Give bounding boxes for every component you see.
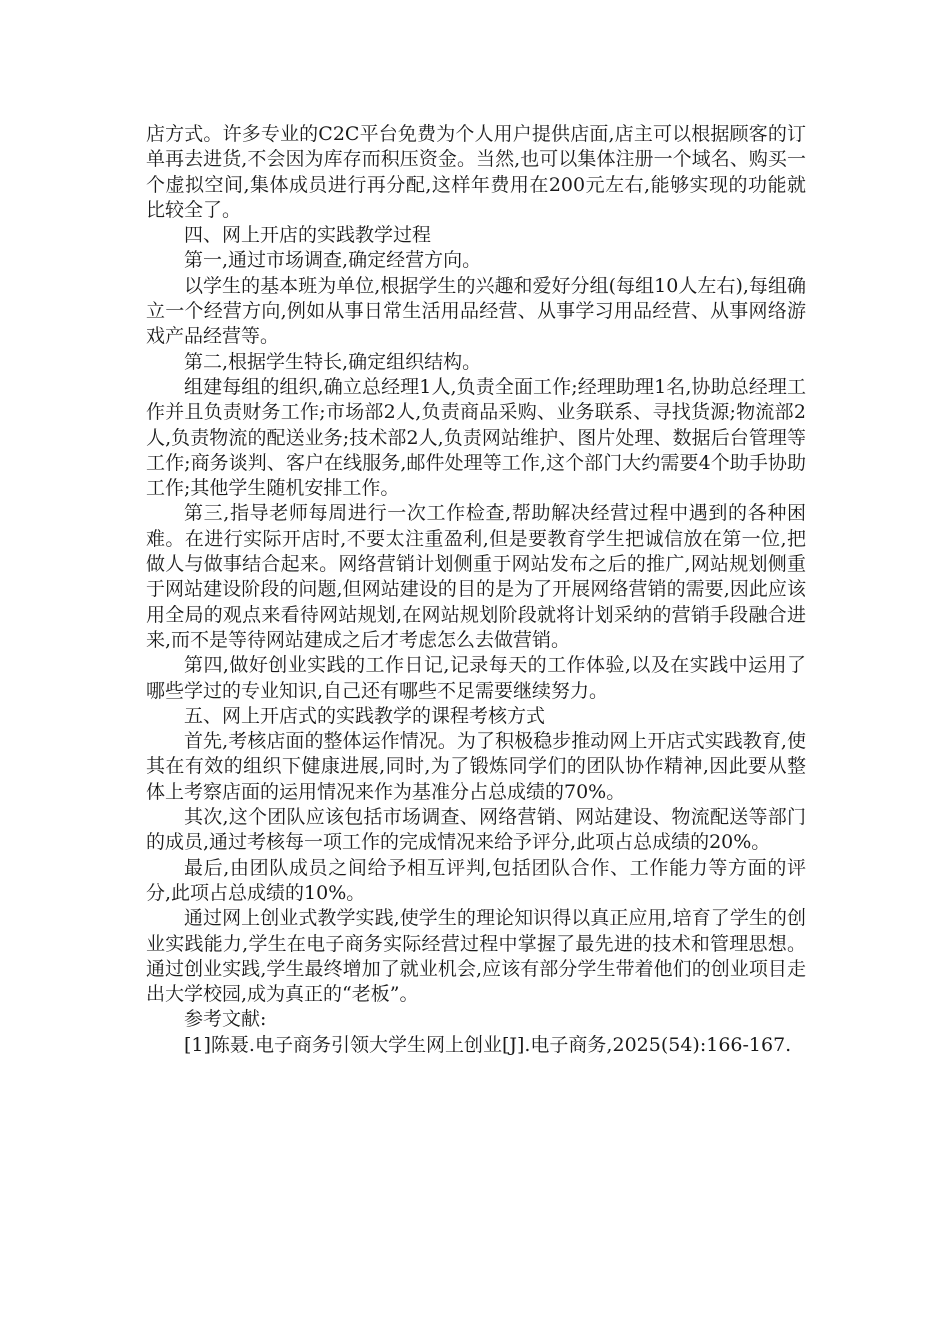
document-page — [146, 122, 806, 1058]
step-2-heading: 第二,根据学生特长,确定组织结构。 — [184, 350, 482, 373]
assessment-last: 最后,由团队成员之间给予相互评判,包括团队合作、工作能力等方面的评分,此项占总成绩的10%。 — [146, 856, 806, 904]
step-3-body: 第三,指导老师每周进行一次工作检查,帮助解决经营过程中遇到的各种困难。在进行实际开店时,不要太注重盈利,但是要教育学生把诚信放在第一位,把做人与做事结合起来。网络营销计划侧重于网站发布之后的推广,网站规划侧重于网站建设阶段的问题,但网站建设的目的是为了开展网络营销的需要,因此应该用全局的观点来看待网站规划,在网站规划阶段就将计划采纳的营销手段融合进来,而不是等待网站建成之后才考虑怎么去做营销。 — [146, 502, 806, 651]
assessment-second: 其次,这个团队应该包括市场调查、网络营销、网站建设、物流配送等部门的成员,通过考核每一项工作的完成情况来给予评分,此项占总成绩的20%。 — [146, 806, 806, 854]
step-4-body: 第四,做好创业实践的工作日记,记录每天的工作体验,以及在实践中运用了哪些学过的专业知识,自己还有哪些不足需要继续努力。 — [146, 654, 806, 702]
paragraph-continuation: 店方式。许多专业的C2C平台免费为个人用户提供店面,店主可以根据顾客的订单再去进货,不会因为库存而积压资金。当然,也可以集体注册一个域名、购买一个虚拟空间,集体成员进行再分配,这样年费用在200元左右,能够实现的功能就比较全了。 — [146, 123, 806, 221]
conclusion-paragraph: 通过网上创业式教学实践,使学生的理论知识得以真正应用,培育了学生的创业实践能力,学生在电子商务实际经营过程中掌握了最先进的技术和管理思想。通过创业实践,学生最终增加了就业机会,应该有部分学生带着他们的创业项目走出大学校园,成为真正的“老板”。 — [146, 907, 806, 1006]
assessment-first: 首先,考核店面的整体运作情况。为了积极稳步推动网上开店式实践教育,使其在有效的组织下健康进展,同时,为了锻炼同学们的团队协作精神,因此要从整体上考察店面的运用情况来作为基准分占总成绩的70%。 — [146, 730, 806, 803]
step-1-body: 以学生的基本班为单位,根据学生的兴趣和爱好分组(每组10人左右),每组确立一个经营方向,例如从事日常生活用品经营、从事学习用品经营、从事网络游戏产品经营等。 — [146, 274, 806, 348]
step-2-body: 组建每组的组织,确立总经理1人,负责全面工作;经理助理1名,协助总经理工作并且负责财务工作;市场部2人,负责商品采购、业务联系、寻找货源;物流部2人,负责物流的配送业务;技术部2人,负责网站维护、图片处理、数据后台管理等工作;商务谈判、客户在线服务,邮件处理等工作,这个部门大约需要4个助手协助工作;其他学生随机安排工作。 — [146, 375, 806, 500]
step-1-heading: 第一,通过市场调查,确定经营方向。 — [184, 249, 482, 272]
references-heading: 参考文献: — [184, 1008, 267, 1031]
section-heading-4: 四、网上开店的实践教学过程 — [184, 224, 432, 247]
reference-item: [1]陈聂.电子商务引领大学生网上创业[J].电子商务,2025(54):166-167. — [184, 1033, 792, 1056]
section-heading-5: 五、网上开店式的实践教学的课程考核方式 — [184, 704, 546, 727]
